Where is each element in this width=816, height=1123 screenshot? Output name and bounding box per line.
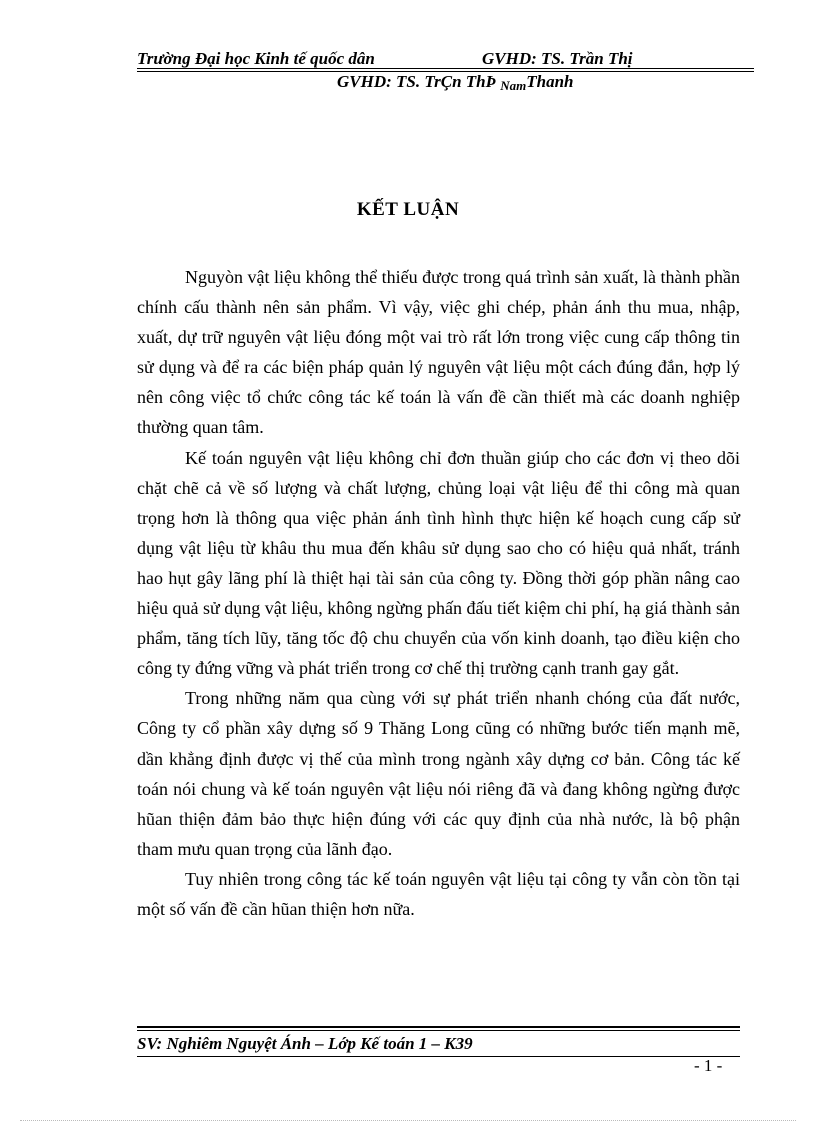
header-subline-end: Thanh — [526, 72, 574, 91]
paragraph-2: Kế toán nguyên vật liệu không chỉ đơn thuần giúp cho các đơn vị theo dõi chặt chẽ cả về số lượng và chất lượng, chủng loại vật liệu để thi công mà quan trọng hơn là thông qua việc phản ánh tình hình thực hiện kế hoạch cung cấp sử dụng vật liệu từ khâu thu mua đến khâu sử dụng sao cho có hiệu quả nhất, tránh hao hụt gây lãng phí là thiệt hại tài sản của công ty. Đồng thời góp phần nâng cao hiệu quả sử dụng vật liệu, không ngừng phấn đấu tiết kiệm chi phí, hạ giá thành sản phẩm, tăng tích lũy, tăng tốc độ chu chuyển của vốn kinh doanh, tạo điều kiện cho công ty đứng vững và phát triển trong cơ chế thị trường cạnh tranh gay gắt. — [137, 447, 740, 679]
page-number: - 1 - — [694, 1056, 723, 1075]
document-body — [137, 262, 740, 924]
footer-rule-bottom — [137, 1056, 740, 1057]
footer-student: SV: Nghiêm Nguyệt Ánh – Lớp Kế toán 1 – K39 — [137, 1034, 473, 1053]
paragraph-4: Tuy nhiên trong công tác kế toán nguyên vật liệu tại công ty vẫn còn tồn tại một số vấn đề cần hũan thiện hơn nữa. — [137, 868, 740, 919]
header-advisor: GVHD: TS. Trần Thị — [482, 49, 633, 68]
header-rule-top — [137, 68, 754, 69]
paragraph-3: Trong những năm qua cùng với sự phát triển nhanh chóng của đất nước, Công ty cổ phần xây dựng số 9 Thăng Long cũng có những bước tiến mạnh mẽ, dần khẳng định được vị thế của mình trong ngành xây dựng cơ bản. Công tác kế toán nói chung và kế toán nguyên vật liệu nói riêng đã và đang không ngừng được hũan thiện đảm bảo thực hiện đúng với các quy định của nhà nước, là bộ phận tham mưu quan trọng của lãnh đạo. — [137, 688, 740, 859]
header-subline-small: Nam — [500, 78, 527, 93]
header-school: Trường Đại học Kinh tế quốc dân — [137, 49, 375, 68]
paragraph-1: Nguyòn vật liệu không thể thiếu được trong quá trình sản xuất, là thành phần chính cấu thành nên sản phẩm. Vì vậy, việc ghi chép, phản ánh thu mua, nhập, xuất, dự trữ nguyên vật liệu đóng một vai trò rất lớn trong việc cung cấp thông tin sử dụng và để ra các biện pháp quản lý nguyên vật liệu một cách đúng đắn, hợp lý nên công việc tổ chức công tác kế toán là vấn đề cần thiết mà các doanh nghiệp thường quan tâm. — [137, 267, 740, 438]
page-edge-dotted — [20, 1120, 796, 1121]
header-subline-main: GVHD: TS. TrÇn ThÞ — [337, 72, 501, 91]
page-title: KẾT LUẬN — [356, 199, 460, 220]
header-advisor-subline — [337, 72, 574, 94]
footer-rule-middle — [137, 1030, 740, 1031]
footer-rule-top — [137, 1026, 740, 1028]
